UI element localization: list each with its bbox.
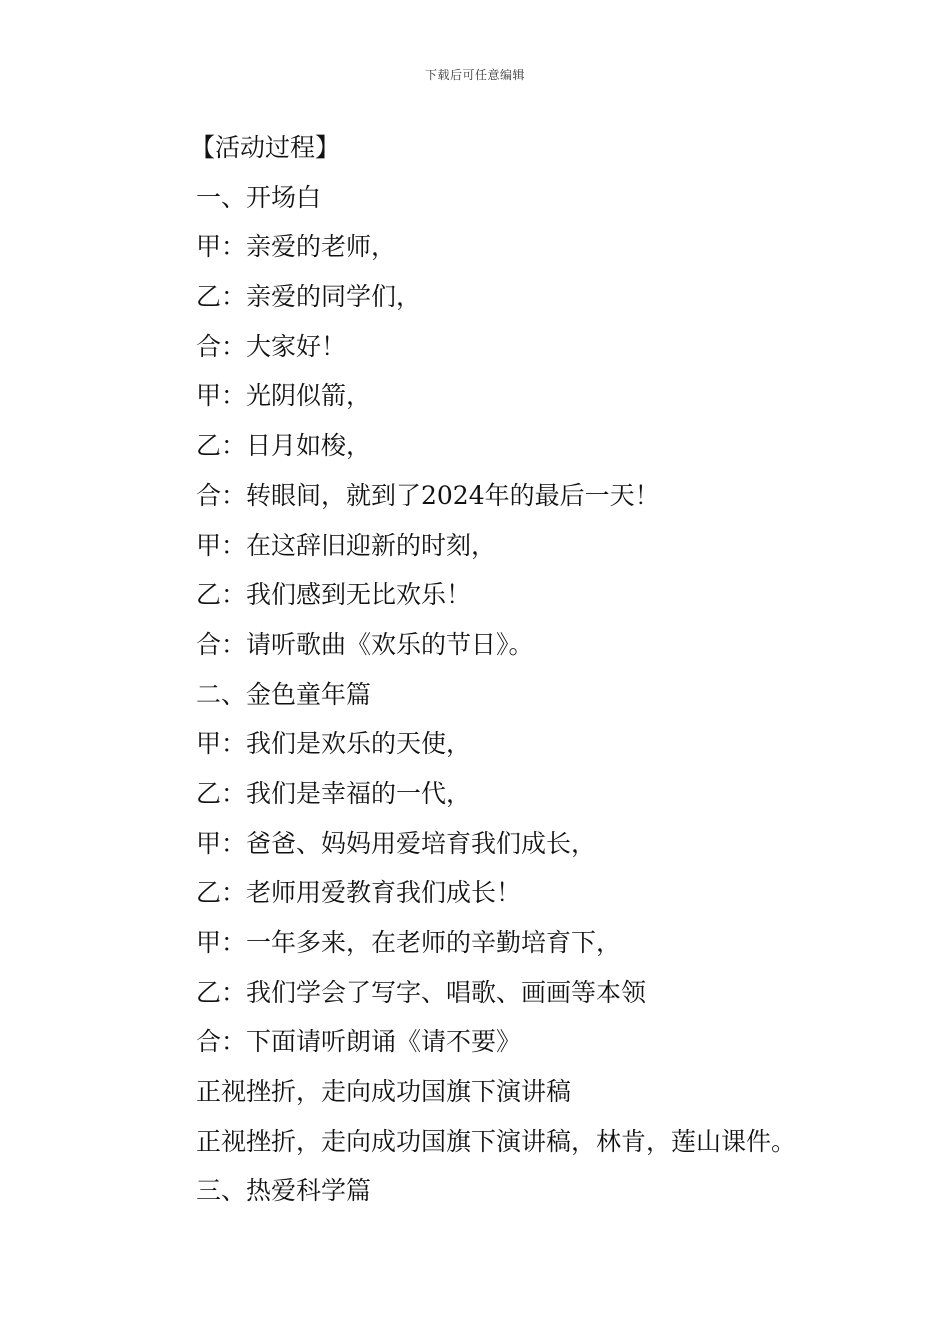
- script-line: 甲：我们是欢乐的天使，: [196, 729, 472, 759]
- script-line: 乙：我们感到无比欢乐！: [196, 580, 472, 610]
- script-line: 乙：老师用爱教育我们成长！: [196, 878, 522, 908]
- script-line: 合：转眼间，就到了2024年的最后一天！: [196, 480, 660, 510]
- section-heading-activity-process: 【活动过程】: [190, 133, 341, 162]
- document-body: [190, 128, 896, 1221]
- page-header-note: 下载后可任意编辑: [424, 68, 525, 82]
- script-line: 合：请听歌曲《欢乐的节日》。: [196, 629, 534, 659]
- section-heading-opening: 一、开场白: [196, 182, 322, 212]
- script-line: 乙：我们是幸福的一代，: [196, 778, 472, 808]
- script-line: 乙：亲爱的同学们，: [196, 282, 422, 312]
- script-line: 甲：光阴似箭，: [196, 381, 372, 411]
- script-line: 乙：我们学会了写字、唱歌、画画等本领: [196, 977, 647, 1007]
- script-line: 乙：日月如梭，: [196, 431, 372, 461]
- script-line: 甲：爸爸、妈妈用爱培育我们成长，: [196, 828, 597, 858]
- script-line: 合：下面请听朗诵《请不要》: [196, 1027, 522, 1057]
- script-line: 甲：亲爱的老师，: [196, 232, 397, 262]
- script-line: 合：大家好！: [196, 331, 347, 361]
- inserted-text-line: 正视挫折，走向成功国旗下演讲稿: [196, 1077, 572, 1107]
- script-line: 甲：一年多来，在老师的辛勤培育下，: [196, 928, 622, 957]
- inserted-text-line: 正视挫折，走向成功国旗下演讲稿，林肯，莲山课件。: [196, 1126, 797, 1156]
- script-line: 甲：在这辞旧迎新的时刻，: [196, 530, 497, 560]
- section-heading-love-science: 三、热爱科学篇: [196, 1176, 372, 1206]
- section-heading-golden-childhood: 二、金色童年篇: [196, 679, 372, 709]
